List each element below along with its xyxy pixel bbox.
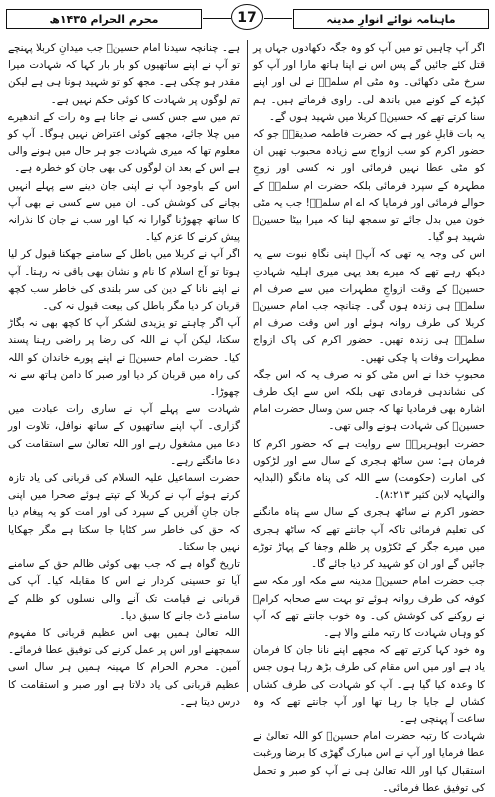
paragraph: تاریخ گواہ ہے کہ جب بھی کوئی ظالم حق کے سامنے آیا تو حسینی کردار نے اس کا مقابلہ کیا۔ آپ کی قربانی نے قیامت تک آنے والی نسلوں کو ظلم کے سامنے ڈٹ جانے کا سبق دیا۔	[8, 558, 240, 622]
paragraph: اس کے باوجود آپ نے اپنی جان دینے سے پہلے انہیں بچانے کی کوشش کی۔ ان میں سے کسی نے بھی آپ کا ساتھ چھوڑنا گوارا نہ کیا اور سب نے جان کا نذرانہ پیش کرنے کا عزم کیا۔	[8, 179, 240, 244]
paragraph: تم میں سے جس کسی نے جانا ہے وہ رات کے اندھیرے میں چلا جائے، مجھے کوئی اعتراض نہیں ہوگا۔ آپ کو معلوم تھا کہ میری شہادت جو ہر حال میں ہونے والی ہے اس کے بعد ان لوگوں کی بھی جان کو خطرہ ہے۔	[8, 110, 240, 175]
paragraph: اللہ تعالیٰ ہمیں بھی اس عظیم قربانی کا مفہوم سمجھنے اور اس پر عمل کرنے کی توفیق عطا فرمائے۔ آمین۔ محرم الحرام کا مہینہ ہمیں ہر سال اسی عظیم قربانی کی یاد دلاتا ہے اور صبر و استقامت کا درس دیتا ہے۔	[8, 626, 240, 708]
paragraph: حضرت ابوہریرہؓ سے روایت ہے کہ حضور اکرم کا فرمان ہے: سن ساٹھ ہجری کے سال سے اور لڑکوں کی امارت (حکومت) سے اللہ کی پناہ مانگو (البدایہ والنہایہ لابن کثیر ۸:۲۱۳)۔	[253, 437, 485, 502]
paragraph: یہ بات قابلِ غور ہے کہ حضرت فاطمہ صدیقہؓ جو کہ حضور اکرم کو سب ازواج سے زیادہ محبوب تھیں ان کو مٹی عطا نہیں فرمائی اور نہ کسی اور زوجِ مطہرہ کے سپرد فرمائی بلکہ حضرت ام سلمہؓ کے حوالے فرمائی اور فرمایا کہ اے ام سلمہؓ! جب یہ مٹی خون میں بدل جائے تو سمجھ لینا کہ میرا بیٹا حسینؓ شہید ہو گیا۔	[253, 128, 485, 244]
header-rule-right	[264, 18, 292, 19]
paragraph: آپ اگر چاہتے تو یزیدی لشکر آپ کا کچھ بھی نہ بگاڑ سکتا، لیکن آپ نے اللہ کی رضا پر راضی رہنا پسند کیا۔ حضرت امام حسینؓ نے اپنے پورے خاندان کو اللہ کی راہ میں قربان کر دیا اور صبر کا دامن ہاتھ سے نہ چھوڑا۔	[8, 317, 240, 399]
page-number: 17	[231, 4, 263, 30]
paragraph: محبوبِ خدا نے اس مٹی کو نہ صرف یہ کہ اس جگہ کی نشاندہی فرمادی تھی بلکہ اس سے ایک طرف اشارہ بھی فرمادیا تھا کہ جس سن وسال حضرت امام حسینؓ کی شہادت ہونے والی تھی۔	[253, 368, 485, 433]
magazine-title: ماہنامہ نوائے انوارِ مدینہ	[293, 9, 489, 29]
paragraph: ہے۔ چنانچہ سیدنا امام حسینؓ جب میدانِ کربلا پہنچے تو آپ نے اپنے ساتھیوں کو بار بار کہا کہ شہادت میرا مقدر ہو چکی ہے۔ مجھ کو تو شہید ہونا ہی ہے لیکن تم لوگوں پر شہادت کا کوئی حکم نہیں ہے۔	[8, 42, 240, 106]
paragraph: اگر آپ نے کربلا میں باطل کے سامنے جھکنا قبول کر لیا ہوتا تو آج اسلام کا نام و نشان بھی باقی نہ رہتا۔ آپ نے اپنے نانا کے دین کی سر بلندی کی خاطر سب کچھ قربان کر دیا مگر باطل کی بیعت قبول نہ کی۔	[8, 248, 240, 313]
paragraph: وہ خود کہا کرتے تھے کہ مجھے اپنے نانا جان کا فرمان یاد ہے اور میں اس مقام کی طرف بڑھ رہا ہوں جس کا وعدہ کیا گیا ہے۔ آپ کو شہادت کی طرف کشاں کشاں لے جایا جا رہا تھا اور آپ جانتے تھے کہ وہ ساعت آ پہنچی ہے۔	[253, 644, 485, 725]
paragraph: جب حضرت امام حسینؓ مدینہ سے مکہ اور مکہ سے کوفہ کی طرف روانہ ہوئے تو بہت سے صحابہ کرامؓ نے روکنے کی کوشش کی۔ وہ خوب جانتے تھے کہ آپ کو وہاں شہادت کا رتبہ ملنے والا ہے۔	[253, 575, 485, 639]
paragraph: اگر آپ چاہیں تو میں آپ کو وہ جگہ دکھادوں جہاں پر قتل کئے جائیں گے پس اس نے اپنا ہاتھ مارا اور آپ کو سرخ مٹی دکھائی۔ وہ مٹی ام سلمہؓ نے لی اور اپنے کپڑے کے کونے میں باندھ لی۔ راوی فرماتے ہیں۔ ہم سنا کرتے تھے کہ حسینؓ کربلا میں شہید ہوں گے۔	[253, 42, 485, 123]
column-divider	[247, 40, 248, 692]
paragraph: شہادت کا رتبہ حضرت امام حسینؓ کو اللہ تعالیٰ نے عطا فرمایا اور آپ نے اس مبارک گھڑی کا برضا ورغبت استقبال کیا اور اللہ تعالیٰ ہی نے آپ کو صبر و تحمل کی توفیق عطا فرمائی۔	[253, 730, 485, 794]
paragraph: حضور اکرم نے ساٹھ ہجری کے سال سے پناہ مانگنے کی تعلیم فرمائی تاکہ آپ جانتے تھے کہ ساٹھ ہجری میں میرے جگر کے ٹکڑوں پر ظلم وجفا کے پہاڑ توڑے جائیں گے اور ان کو شہید کر دیا جائے گا۔	[253, 506, 485, 571]
paragraph: شہادت سے پہلے آپ نے ساری رات عبادت میں گزاری۔ آپ اپنے ساتھیوں کے ساتھ نوافل، تلاوت اور دعا میں مشغول رہے اور اللہ تعالیٰ سے استقامت کی دعا مانگتے رہے۔	[8, 403, 240, 467]
header-rule-left	[203, 18, 231, 19]
text-column-left	[8, 40, 240, 708]
paragraph: حضرت اسماعیل علیہ السلام کی قربانی کی یاد تازہ کرتے ہوئے آپ نے کربلا کے تپتے ہوئے صحرا میں اپنی جان جانِ آفریں کے سپرد کی اور امت کو یہ پیغام دیا کہ حق کی خاطر سر کٹایا جا سکتا ہے مگر جھکایا نہیں جا سکتا۔	[8, 472, 240, 553]
issue-date: محرم الحرام ۱۴۳۵ھ	[6, 9, 202, 29]
paragraph: اس کی وجہ یہ تھی کہ آپؐ اپنی نگاہِ نبوت سے یہ دیکھ رہے تھے کہ میرے بعد یہی میری اہلیہ شہادتِ حسینؓ کے وقت ازواجِ مطہرات میں سے صرف ام سلمہؓ ہی زندہ ہوں گی۔ چنانچہ جب امام حسینؓ کربلا کی طرف روانہ ہوئے اور اس وقت صرف ام سلمہؓ ہی زندہ تھیں۔ حضور اکرم کی پاک ازواج مطہرات وفات پا چکی تھیں۔	[253, 248, 485, 364]
page-header	[6, 4, 489, 32]
text-column-right	[253, 40, 485, 794]
